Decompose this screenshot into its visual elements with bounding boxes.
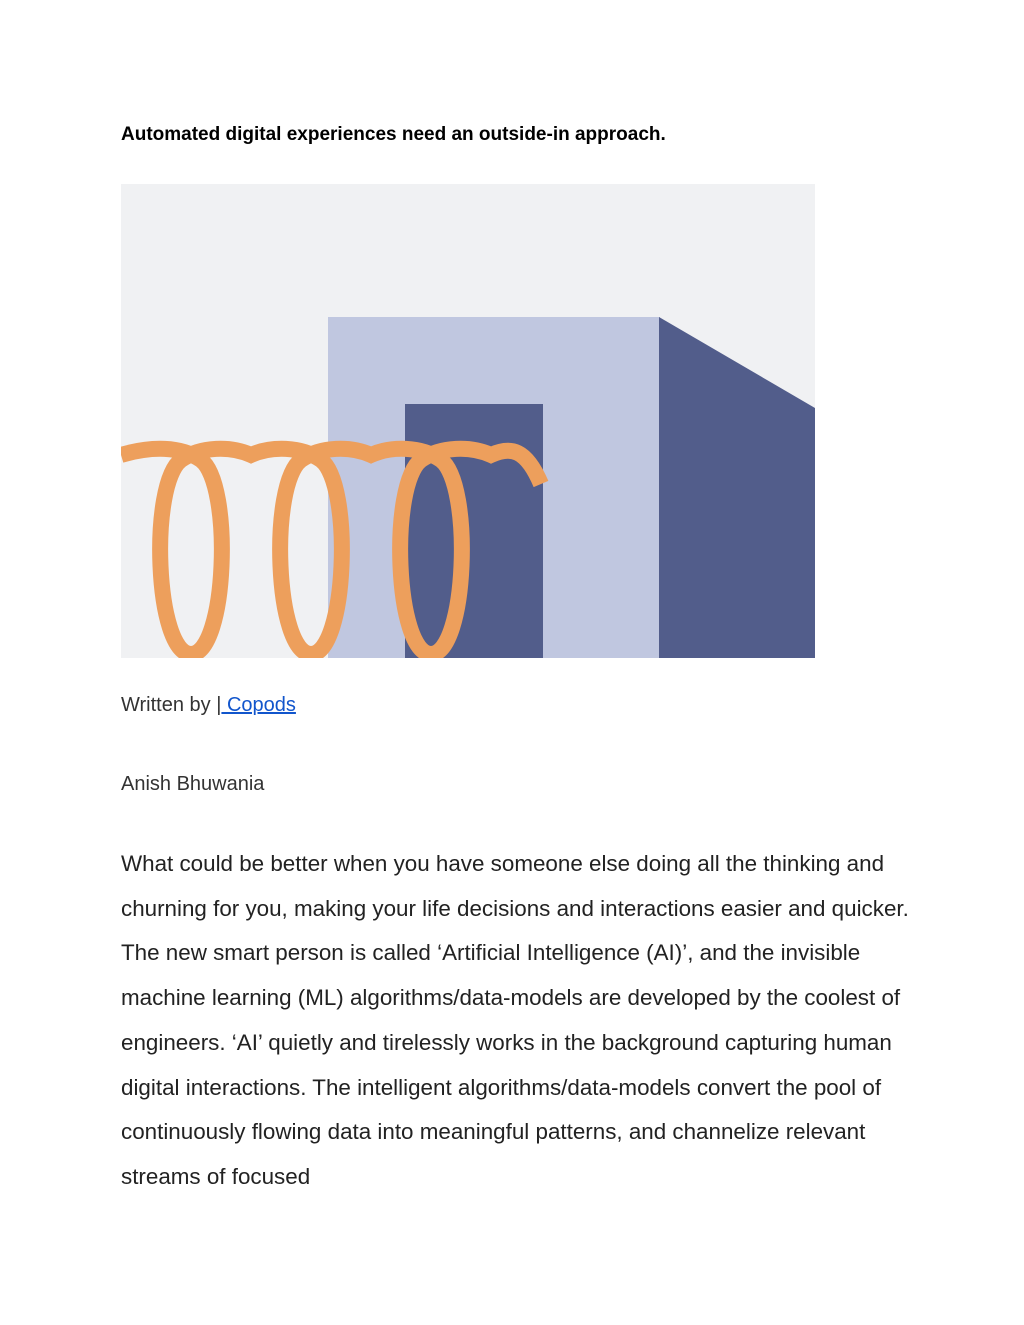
article-title: Automated digital experiences need an outside-in approach. <box>121 124 666 145</box>
copods-link[interactable]: Copods <box>221 694 296 716</box>
byline-prefix: Written by | <box>121 694 222 716</box>
author-name: Anish Bhuwania <box>121 773 265 795</box>
byline <box>121 690 296 720</box>
hero-illustration <box>121 184 815 658</box>
article-body-paragraph: What could be better when you have someone else doing all the thinking and churning for you, making your life decisions and interactions easier and quicker. The new smart person is called ‘Artificial Intelligence (AI)’, and the invisible machine learning (ML) algorithms/data-models are developed by the coolest of engineers. ‘AI’ quietly and tirelessly works in the background capturing human digital interactions. The intelligent algorithms/data-models convert the pool of continuously flowing data into meaningful patterns, and channelize relevant streams of focused <box>121 851 909 1189</box>
